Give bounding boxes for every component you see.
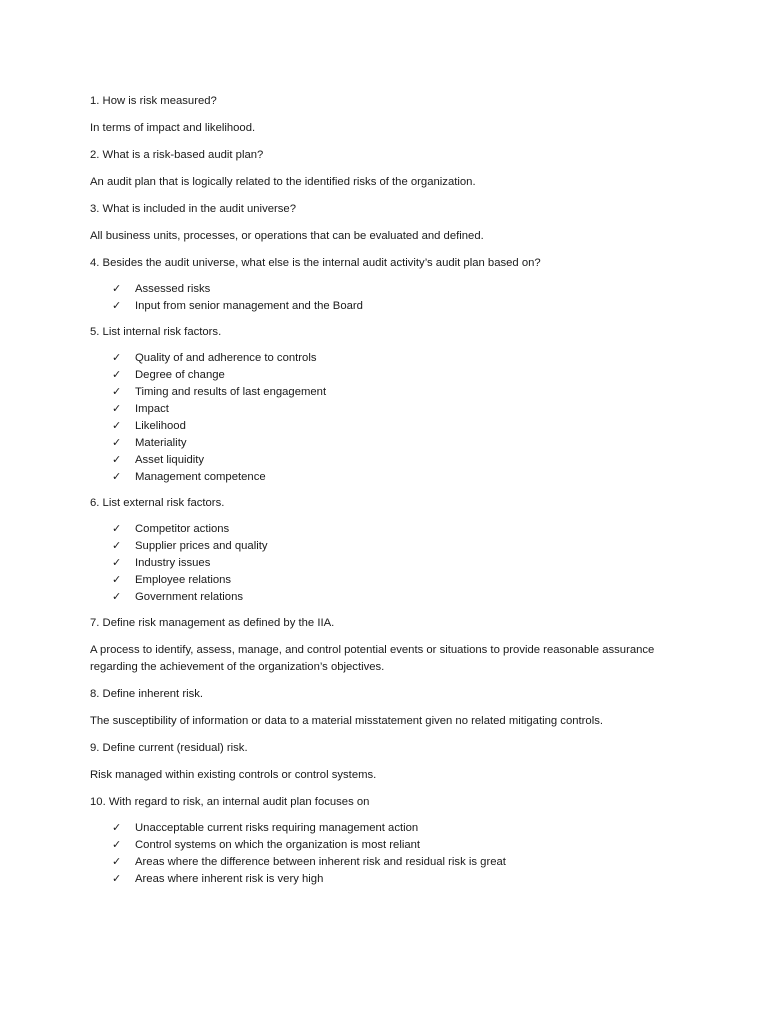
checkmark-icon: ✓ — [112, 436, 122, 449]
answer-1: In terms of impact and likelihood. — [90, 122, 256, 134]
checklist-6 — [90, 522, 690, 607]
question-9: 9. Define current (residual) risk. — [90, 742, 248, 754]
list-item — [90, 855, 690, 872]
list-item — [90, 419, 690, 436]
list-item — [90, 838, 690, 855]
list-item-label: Competitor actions — [135, 523, 230, 535]
question-4: 4. Besides the audit universe, what else is the internal audit activity’s audit plan based on? — [90, 257, 541, 269]
checkmark-icon: ✓ — [112, 522, 122, 535]
list-item — [90, 385, 690, 402]
answer-7-line-2: regarding the achievement of the organization’s objectives. — [90, 661, 385, 673]
question-1: 1. How is risk measured? — [90, 95, 217, 107]
list-item-label: Unacceptable current risks requiring management action — [135, 822, 419, 834]
list-item-label: Likelihood — [135, 420, 186, 432]
checkmark-icon: ✓ — [112, 351, 122, 364]
checkmark-icon: ✓ — [112, 590, 122, 603]
checklist-4 — [90, 282, 690, 316]
question-7: 7. Define risk management as defined by the IIA. — [90, 617, 335, 629]
checkmark-icon: ✓ — [112, 872, 122, 885]
checkmark-icon: ✓ — [112, 855, 122, 868]
list-item-label: Control systems on which the organization is most reliant — [135, 839, 421, 851]
question-10: 10. With regard to risk, an internal audit plan focuses on — [90, 796, 370, 808]
list-item — [90, 556, 690, 573]
list-item-label: Areas where inherent risk is very high — [135, 873, 324, 885]
question-3: 3. What is included in the audit universe? — [90, 203, 296, 215]
checklist-10 — [90, 821, 690, 889]
checkmark-icon: ✓ — [112, 573, 122, 586]
checkmark-icon: ✓ — [112, 821, 122, 834]
list-item — [90, 368, 690, 385]
question-8: 8. Define inherent risk. — [90, 688, 204, 700]
checkmark-icon: ✓ — [112, 385, 122, 398]
checkmark-icon: ✓ — [112, 539, 122, 552]
list-item — [90, 470, 690, 487]
list-item — [90, 522, 690, 539]
list-item — [90, 282, 690, 299]
question-5: 5. List internal risk factors. — [90, 326, 222, 338]
checklist-5 — [90, 351, 690, 487]
checkmark-icon: ✓ — [112, 368, 122, 381]
list-item — [90, 590, 690, 607]
answer-7-line-1: A process to identify, assess, manage, and control potential events or situations to provide reasonable assurance — [90, 644, 655, 656]
list-item-label: Materiality — [135, 437, 187, 449]
list-item-label: Employee relations — [135, 574, 232, 586]
checkmark-icon: ✓ — [112, 838, 122, 851]
list-item-label: Government relations — [135, 591, 243, 603]
list-item-label: Asset liquidity — [135, 454, 205, 466]
list-item-label: Degree of change — [135, 369, 225, 381]
checkmark-icon: ✓ — [112, 556, 122, 569]
list-item — [90, 821, 690, 838]
answer-3: All business units, processes, or operations that can be evaluated and defined. — [90, 230, 484, 242]
list-item — [90, 351, 690, 368]
list-item-label: Input from senior management and the Board — [135, 300, 363, 312]
answer-9: Risk managed within existing controls or control systems. — [90, 769, 377, 781]
question-2: 2. What is a risk-based audit plan? — [90, 149, 264, 161]
list-item — [90, 436, 690, 453]
checkmark-icon: ✓ — [112, 299, 122, 312]
answer-2: An audit plan that is logically related to the identified risks of the organization. — [90, 176, 476, 188]
checkmark-icon: ✓ — [112, 402, 122, 415]
list-item — [90, 453, 690, 470]
document-page — [90, 94, 690, 889]
question-6: 6. List external risk factors. — [90, 497, 225, 509]
list-item-label: Impact — [135, 403, 169, 415]
list-item-label: Quality of and adherence to controls — [135, 352, 317, 364]
list-item — [90, 539, 690, 556]
list-item-label: Supplier prices and quality — [135, 540, 268, 552]
list-item — [90, 573, 690, 590]
list-item — [90, 872, 690, 889]
checkmark-icon: ✓ — [112, 282, 122, 295]
list-item-label: Timing and results of last engagement — [135, 386, 327, 398]
list-item-label: Industry issues — [135, 557, 211, 569]
list-item-label: Management competence — [135, 471, 266, 483]
checkmark-icon: ✓ — [112, 470, 122, 483]
checkmark-icon: ✓ — [112, 419, 122, 432]
list-item — [90, 402, 690, 419]
list-item-label: Areas where the difference between inherent risk and residual risk is great — [135, 856, 506, 868]
list-item — [90, 299, 690, 316]
list-item-label: Assessed risks — [135, 283, 211, 295]
checkmark-icon: ✓ — [112, 453, 122, 466]
answer-8: The susceptibility of information or data to a material misstatement given no related mitigating controls. — [90, 715, 603, 727]
